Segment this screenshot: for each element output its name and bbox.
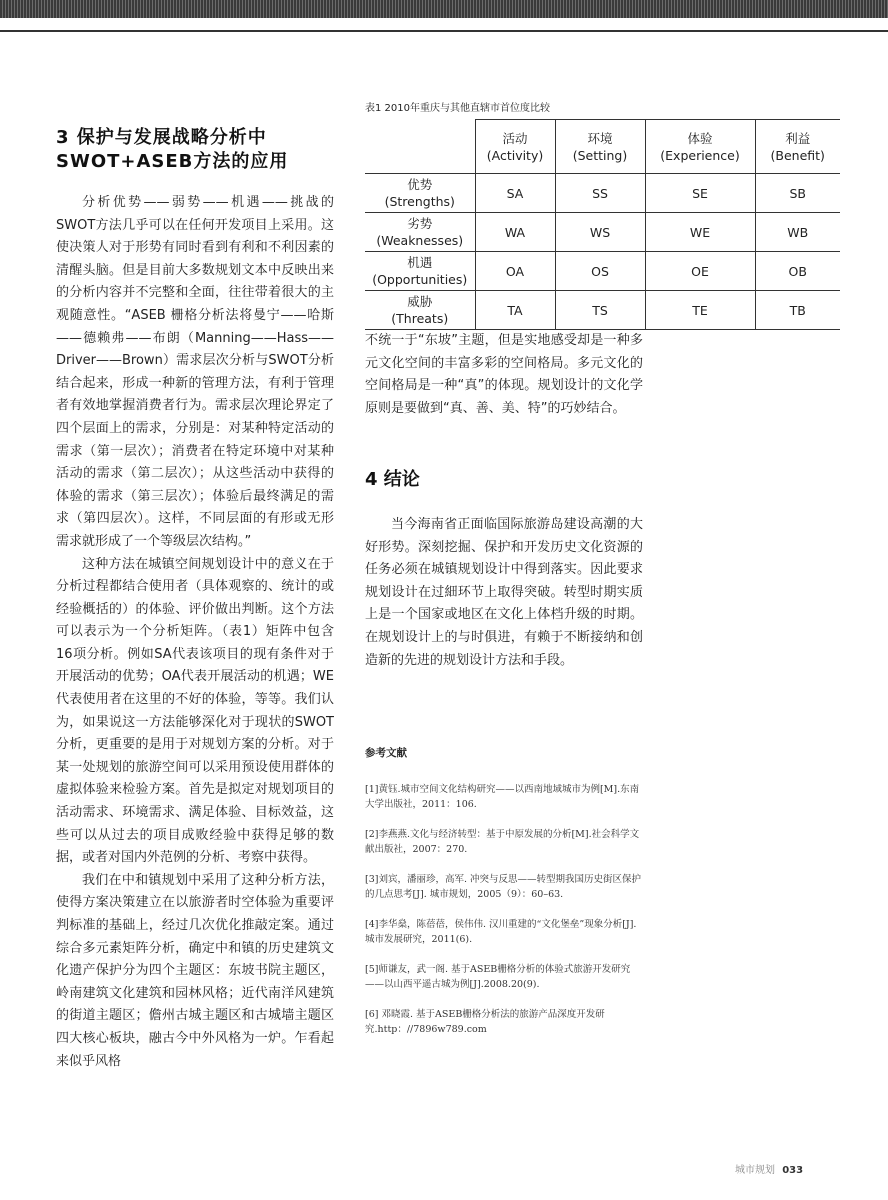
row-header-weaknesses: 劣势 (Weaknesses) (365, 213, 475, 252)
header-texture-bar (0, 0, 888, 18)
reference-item: [3]刘宾，潘丽珍，高军. 冲突与反思——转型期我国历史街区保护的几点思考[J]. 城市规划，2005（9）：60–63. (365, 874, 641, 900)
table-corner-cell (365, 120, 475, 174)
table-row-strengths (365, 174, 840, 213)
footer-journal-name: 城市规划 (735, 1165, 775, 1176)
table-cell: TB (755, 291, 840, 330)
table-cell: WS (555, 213, 645, 252)
table-header-row (365, 120, 840, 174)
left-column (56, 126, 334, 1073)
column-header-experience: 体验 (Experience) (645, 120, 755, 174)
column-header-setting: 环境 (Setting) (555, 120, 645, 174)
section-3-title-line2: SWOT+ASEB方法的应用 (56, 151, 289, 172)
column-header-activity: 活动 (Activity) (475, 120, 555, 174)
section-3-paragraph-3: 我们在中和镇规划中采用了这种分析方法，使得方案决策建立在以旅游者时空体验为重要评判标准的基础上，经过几次优化推敲定案。通过综合多元素矩阵分析，确定中和镇的历史建筑文化遗产保护分为四个主题区：东坡书院主题区，岭南建筑文化建筑和园林风格；近代南洋风建筑的街道主题区；儋州古城主题区和古城墙主题区四大核心板块，融古今中外风格为一炉。乍看起来似乎风格 (56, 872, 334, 1069)
table-cell: SE (645, 174, 755, 213)
table-cell: SS (555, 174, 645, 213)
aseb-matrix-table (365, 119, 840, 330)
reference-item: [1]黄钰.城市空间文化结构研究——以西南地域城市为例[M].东南大学出版社，2011：106. (365, 784, 640, 810)
continued-paragraph: 不统一于“东坡”主题，但是实地感受却是一种多元文化空间的丰富多彩的空间格局。多元文化的空间格局是一种“真”的体现。规划设计的文化学原则是要做到“真、善、美、特”的巧妙结合。 (365, 333, 643, 416)
section-4-title: 4 结论 (365, 469, 420, 490)
table-cell: OE (645, 252, 755, 291)
table-cell: OB (755, 252, 840, 291)
table-caption: 表1 2010年重庆与其他直辖市首位度比较 (365, 103, 550, 114)
right-column-continued-text (365, 330, 643, 420)
row-header-threats: 威胁 (Threats) (365, 291, 475, 330)
reference-item: [5]师谦友，武一阁. 基于ASEB栅格分析的体验式旅游开发研究——以山西平遥古城为例[J].2008.20(9). (365, 964, 631, 990)
section-3-title-line1: 3 保护与发展战略分析中 (56, 127, 267, 148)
page-number: 033 (782, 1165, 804, 1176)
table-cell: TS (555, 291, 645, 330)
column-header-benefit: 利益 (Benefit) (755, 120, 840, 174)
table-cell: SA (475, 174, 555, 213)
table-cell: WE (645, 213, 755, 252)
reference-item: [2]李燕燕.文化与经济转型：基于中原发展的分析[M].社会科学文献出版社，2007：270. (365, 829, 640, 855)
table-cell: WB (755, 213, 840, 252)
table-row-threats (365, 291, 840, 330)
reference-item: [4]李华燊，陈蓓蓓，侯伟伟. 汉川重建的“文化堡垒”现象分析[J].城市发展研究，2011(6). (365, 919, 637, 945)
reference-item: [6] 邓晓霞. 基于ASEB栅格分析法的旅游产品深度开发研究.http：//7896w789.com (365, 1009, 605, 1035)
references-title: 参考文献 (365, 747, 407, 759)
table-cell: OA (475, 252, 555, 291)
conclusion-paragraph: 当今海南省正面临国际旅游岛建设高潮的大好形势。深刻挖掘、保护和开发历史文化资源的任务必须在城镇规划设计中得到落实。因此要求规划设计在过細环节上取得突破。转型时期实质上是一个国家或地区在文化上体档升级的时期。在规划设计上的与时俱进，有赖于不断接纳和创造新的先进的规划设计方法和手段。 (365, 517, 643, 668)
table-block (365, 102, 840, 330)
table-cell: SB (755, 174, 840, 213)
table-cell: TE (645, 291, 755, 330)
conclusion-block (365, 514, 643, 672)
table-cell: WA (475, 213, 555, 252)
section-3-paragraph-1: 分析优势——弱势——机遇——挑战的SWOT方法几乎可以在任何开发项目上采用。这使决策人对于形势有同时看到有利和不利因素的清醒头脑。但是目前大多数规划文本中反映出来的分析内容并不完整和全面，往往带着很大的主观随意性。“ASEB 栅格分析法将曼宁——哈斯——德赖弗——布朗（Manning——Hass——Driver——Brown）需求层次分析与SWOT分析结合起来，形成一种新的管理方法，有利于管理者有效地掌握消费者行为。需求层次理论界定了四个层面上的需求，分别是：对某种特定活动的需求（第一层次）；消费者在特定环境中对某种活动的需求（第二层次）；从这些活动中获得的体验的需求（第三层次）；体验后最终满足的需求（第四层次）。这样，不同层面的有形或无形需求就形成了一个等级层次结构。” (56, 195, 334, 549)
header-rule (0, 30, 888, 32)
table-row-weaknesses (365, 213, 840, 252)
row-header-strengths: 优势 (Strengths) (365, 174, 475, 213)
table-cell: TA (475, 291, 555, 330)
references-block (365, 745, 645, 1052)
table-cell: OS (555, 252, 645, 291)
section-3-paragraph-2: 这种方法在城镇空间规划设计中的意义在于分析过程都结合使用者（具体观察的、统计的或经验概括的）的体验、评价做出判断。这个方法可以表示为一个分析矩阵。（表1）矩阵中包含16项分析。例如SA代表该项目的现有条件对于开展活动的优势；OA代表开展活动的机遇；WE代表使用者在这里的不好的体验，等等。我们认为，如果说这一方法能够深化对于现状的SWOT分析，更重要的是用于对规划方案的分析。对于某一处规划的旅游空间可以采用预设使用群体的虚拟体验来检验方案。首先是拟定对规划项目的活动需求、环境需求、满足体验、目标效益，这些可以从过去的项目成败经验中获得足够的数据，或者对国内外范例的分析、考察中获得。 (56, 556, 334, 866)
section-3-title (56, 126, 334, 174)
table-row-opportunities (365, 252, 840, 291)
page-footer (735, 1161, 803, 1176)
row-header-opportunities: 机遇 (Opportunities) (365, 252, 475, 291)
